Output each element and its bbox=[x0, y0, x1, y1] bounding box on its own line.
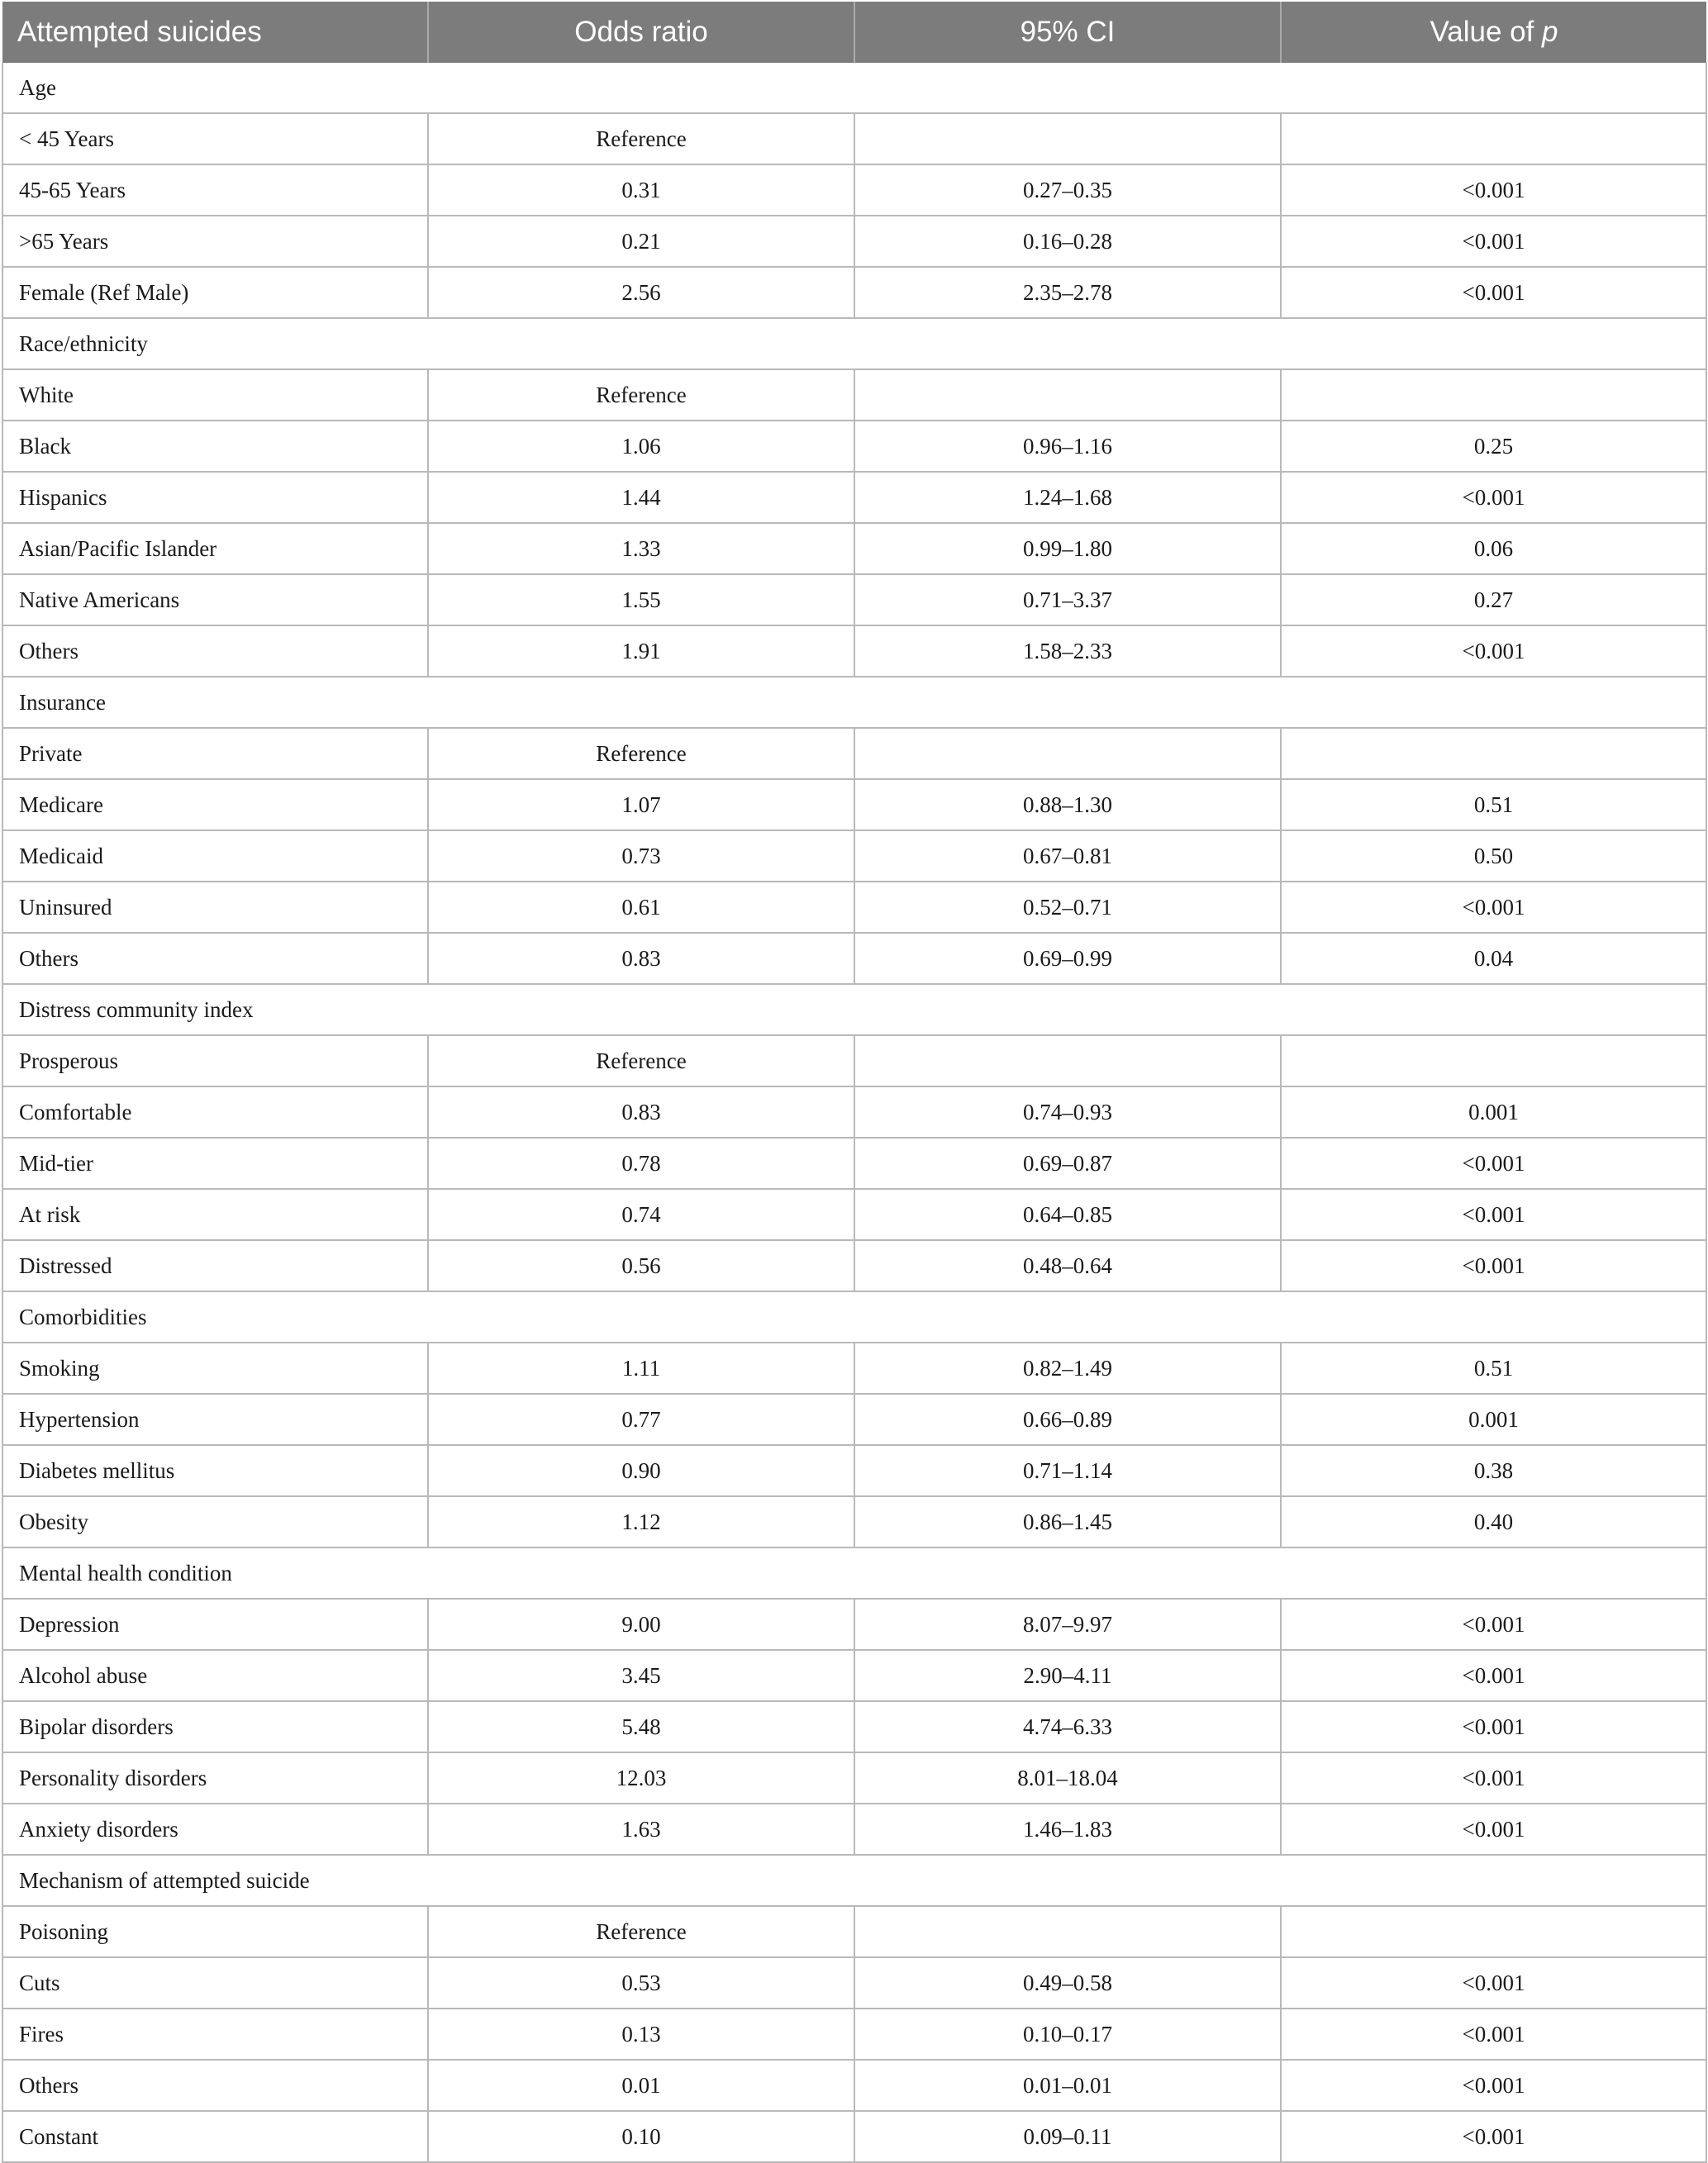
odds-ratio-cell: 12.03 bbox=[428, 1752, 854, 1804]
row-label: Mid-tier bbox=[2, 1138, 428, 1189]
odds-ratio-cell: 0.83 bbox=[428, 1086, 854, 1138]
odds-ratio-cell: 1.33 bbox=[428, 523, 854, 574]
p-value-cell: 0.51 bbox=[1281, 1343, 1706, 1394]
row-label: Fires bbox=[2, 2008, 428, 2060]
p-value-cell: <0.001 bbox=[1281, 472, 1706, 523]
row-label: 45-65 Years bbox=[2, 164, 428, 216]
section-row bbox=[2, 1547, 1706, 1599]
table-row bbox=[2, 1445, 1706, 1496]
odds-ratio-table bbox=[2, 2, 1707, 2163]
row-label: Medicare bbox=[2, 779, 428, 830]
confidence-interval-cell: 8.01–18.04 bbox=[854, 1752, 1281, 1804]
row-label: Others bbox=[2, 625, 428, 677]
p-value-cell: 0.51 bbox=[1281, 779, 1706, 830]
odds-ratio-cell: 0.78 bbox=[428, 1138, 854, 1189]
section-label: Mental health condition bbox=[2, 1547, 1706, 1599]
section-label: Mechanism of attempted suicide bbox=[2, 1855, 1706, 1906]
confidence-interval-cell: 0.88–1.30 bbox=[854, 779, 1281, 830]
p-value-cell: <0.001 bbox=[1281, 1957, 1706, 2008]
header-p-value bbox=[1281, 2, 1706, 63]
odds-ratio-cell: Reference bbox=[428, 728, 854, 779]
confidence-interval-cell: 8.07–9.97 bbox=[854, 1599, 1281, 1650]
section-row bbox=[2, 1855, 1706, 1906]
odds-ratio-cell: 0.83 bbox=[428, 933, 854, 984]
confidence-interval-cell: 0.27–0.35 bbox=[854, 164, 1281, 216]
header-row bbox=[2, 2, 1706, 63]
table-row bbox=[2, 1035, 1706, 1086]
odds-ratio-cell: 0.53 bbox=[428, 1957, 854, 2008]
section-label: Distress community index bbox=[2, 984, 1706, 1035]
odds-ratio-cell: 2.56 bbox=[428, 267, 854, 318]
p-value-cell: <0.001 bbox=[1281, 2060, 1706, 2111]
p-value-cell: 0.04 bbox=[1281, 933, 1706, 984]
header-confidence-interval: 95% CI bbox=[854, 2, 1281, 63]
section-label: Race/ethnicity bbox=[2, 318, 1706, 369]
odds-ratio-cell: 0.56 bbox=[428, 1240, 854, 1291]
table-row bbox=[2, 1138, 1706, 1189]
confidence-interval-cell: 0.01–0.01 bbox=[854, 2060, 1281, 2111]
p-value-cell bbox=[1281, 1035, 1706, 1086]
table-row bbox=[2, 2008, 1706, 2060]
p-value-cell: <0.001 bbox=[1281, 882, 1706, 933]
odds-ratio-cell: 0.74 bbox=[428, 1189, 854, 1240]
odds-ratio-cell: 0.10 bbox=[428, 2111, 854, 2162]
odds-ratio-cell: Reference bbox=[428, 369, 854, 421]
row-label: Bipolar disorders bbox=[2, 1701, 428, 1752]
row-label: Black bbox=[2, 421, 428, 472]
row-label: Private bbox=[2, 728, 428, 779]
p-value-cell: 0.06 bbox=[1281, 523, 1706, 574]
row-label: Hypertension bbox=[2, 1394, 428, 1445]
table-row bbox=[2, 574, 1706, 625]
p-value-cell: <0.001 bbox=[1281, 1599, 1706, 1650]
confidence-interval-cell: 2.90–4.11 bbox=[854, 1650, 1281, 1701]
odds-ratio-cell: 1.63 bbox=[428, 1804, 854, 1855]
odds-ratio-cell: 1.55 bbox=[428, 574, 854, 625]
table-row bbox=[2, 1394, 1706, 1445]
confidence-interval-cell: 0.67–0.81 bbox=[854, 830, 1281, 882]
row-label: Anxiety disorders bbox=[2, 1804, 428, 1855]
odds-ratio-cell: Reference bbox=[428, 113, 854, 164]
odds-ratio-cell: Reference bbox=[428, 1906, 854, 1957]
section-row bbox=[2, 1291, 1706, 1343]
confidence-interval-cell: 1.46–1.83 bbox=[854, 1804, 1281, 1855]
odds-ratio-cell: 3.45 bbox=[428, 1650, 854, 1701]
table-body bbox=[2, 63, 1706, 2162]
confidence-interval-cell: 0.52–0.71 bbox=[854, 882, 1281, 933]
row-label: Personality disorders bbox=[2, 1752, 428, 1804]
row-label: < 45 Years bbox=[2, 113, 428, 164]
table-row bbox=[2, 267, 1706, 318]
table-row bbox=[2, 1650, 1706, 1701]
table-row bbox=[2, 728, 1706, 779]
section-row bbox=[2, 677, 1706, 728]
confidence-interval-cell: 1.24–1.68 bbox=[854, 472, 1281, 523]
row-label: Others bbox=[2, 2060, 428, 2111]
p-value-cell: <0.001 bbox=[1281, 1701, 1706, 1752]
row-label: Uninsured bbox=[2, 882, 428, 933]
table-row bbox=[2, 472, 1706, 523]
row-label: Obesity bbox=[2, 1496, 428, 1547]
table-row bbox=[2, 1701, 1706, 1752]
p-value-cell: 0.40 bbox=[1281, 1496, 1706, 1547]
p-value-cell bbox=[1281, 728, 1706, 779]
table-row bbox=[2, 1343, 1706, 1394]
row-label: Others bbox=[2, 933, 428, 984]
p-value-cell: 0.50 bbox=[1281, 830, 1706, 882]
row-label: White bbox=[2, 369, 428, 421]
table-row bbox=[2, 216, 1706, 267]
row-label: >65 Years bbox=[2, 216, 428, 267]
header-p-value-italic: p bbox=[1542, 16, 1558, 48]
section-label: Insurance bbox=[2, 677, 1706, 728]
confidence-interval-cell bbox=[854, 113, 1281, 164]
confidence-interval-cell: 0.96–1.16 bbox=[854, 421, 1281, 472]
row-label: Female (Ref Male) bbox=[2, 267, 428, 318]
confidence-interval-cell: 0.71–3.37 bbox=[854, 574, 1281, 625]
table-row bbox=[2, 933, 1706, 984]
p-value-cell: <0.001 bbox=[1281, 2111, 1706, 2162]
confidence-interval-cell: 0.66–0.89 bbox=[854, 1394, 1281, 1445]
section-row bbox=[2, 984, 1706, 1035]
confidence-interval-cell: 0.48–0.64 bbox=[854, 1240, 1281, 1291]
table-row bbox=[2, 1240, 1706, 1291]
table-row bbox=[2, 1804, 1706, 1855]
p-value-cell: 0.001 bbox=[1281, 1394, 1706, 1445]
p-value-cell: <0.001 bbox=[1281, 2008, 1706, 2060]
table-row bbox=[2, 830, 1706, 882]
confidence-interval-cell bbox=[854, 369, 1281, 421]
table-row bbox=[2, 1496, 1706, 1547]
header-attempted-suicides: Attempted suicides bbox=[2, 2, 428, 63]
p-value-cell: 0.25 bbox=[1281, 421, 1706, 472]
p-value-cell: <0.001 bbox=[1281, 1240, 1706, 1291]
table-header bbox=[2, 2, 1706, 63]
row-label: Smoking bbox=[2, 1343, 428, 1394]
table-row bbox=[2, 1086, 1706, 1138]
confidence-interval-cell: 0.74–0.93 bbox=[854, 1086, 1281, 1138]
p-value-cell: <0.001 bbox=[1281, 1804, 1706, 1855]
confidence-interval-cell: 0.69–0.99 bbox=[854, 933, 1281, 984]
row-label: Diabetes mellitus bbox=[2, 1445, 428, 1496]
row-label: At risk bbox=[2, 1189, 428, 1240]
p-value-cell: <0.001 bbox=[1281, 1752, 1706, 1804]
p-value-cell: 0.27 bbox=[1281, 574, 1706, 625]
table-row bbox=[2, 113, 1706, 164]
section-row bbox=[2, 318, 1706, 369]
row-label: Alcohol abuse bbox=[2, 1650, 428, 1701]
p-value-cell: <0.001 bbox=[1281, 267, 1706, 318]
odds-ratio-cell: 0.21 bbox=[428, 216, 854, 267]
odds-ratio-cell: 0.77 bbox=[428, 1394, 854, 1445]
table-row bbox=[2, 523, 1706, 574]
odds-ratio-cell: 0.31 bbox=[428, 164, 854, 216]
odds-ratio-cell: 0.13 bbox=[428, 2008, 854, 2060]
header-odds-ratio: Odds ratio bbox=[428, 2, 854, 63]
confidence-interval-cell: 0.86–1.45 bbox=[854, 1496, 1281, 1547]
p-value-cell bbox=[1281, 1906, 1706, 1957]
table-row bbox=[2, 1189, 1706, 1240]
row-label: Hispanics bbox=[2, 472, 428, 523]
confidence-interval-cell bbox=[854, 1906, 1281, 1957]
confidence-interval-cell: 0.64–0.85 bbox=[854, 1189, 1281, 1240]
section-label: Age bbox=[2, 63, 1706, 113]
confidence-interval-cell: 0.82–1.49 bbox=[854, 1343, 1281, 1394]
odds-ratio-cell: 0.90 bbox=[428, 1445, 854, 1496]
confidence-interval-cell: 0.69–0.87 bbox=[854, 1138, 1281, 1189]
confidence-interval-cell: 2.35–2.78 bbox=[854, 267, 1281, 318]
confidence-interval-cell: 4.74–6.33 bbox=[854, 1701, 1281, 1752]
confidence-interval-cell: 0.09–0.11 bbox=[854, 2111, 1281, 2162]
confidence-interval-cell: 0.71–1.14 bbox=[854, 1445, 1281, 1496]
odds-ratio-cell: 0.01 bbox=[428, 2060, 854, 2111]
row-label: Medicaid bbox=[2, 830, 428, 882]
row-label: Prosperous bbox=[2, 1035, 428, 1086]
p-value-cell: <0.001 bbox=[1281, 1189, 1706, 1240]
confidence-interval-cell: 1.58–2.33 bbox=[854, 625, 1281, 677]
odds-ratio-cell: 1.06 bbox=[428, 421, 854, 472]
table-row bbox=[2, 1957, 1706, 2008]
table-row bbox=[2, 882, 1706, 933]
p-value-cell: <0.001 bbox=[1281, 1650, 1706, 1701]
odds-ratio-cell: 1.07 bbox=[428, 779, 854, 830]
p-value-cell bbox=[1281, 369, 1706, 421]
table-row bbox=[2, 625, 1706, 677]
confidence-interval-cell: 0.10–0.17 bbox=[854, 2008, 1281, 2060]
odds-ratio-cell: 0.73 bbox=[428, 830, 854, 882]
odds-ratio-cell: 5.48 bbox=[428, 1701, 854, 1752]
p-value-cell: 0.38 bbox=[1281, 1445, 1706, 1496]
row-label: Cuts bbox=[2, 1957, 428, 2008]
p-value-cell: <0.001 bbox=[1281, 1138, 1706, 1189]
confidence-interval-cell: 0.99–1.80 bbox=[854, 523, 1281, 574]
confidence-interval-cell bbox=[854, 1035, 1281, 1086]
section-row bbox=[2, 63, 1706, 113]
p-value-cell: <0.001 bbox=[1281, 625, 1706, 677]
odds-ratio-cell: 0.61 bbox=[428, 882, 854, 933]
table-row bbox=[2, 779, 1706, 830]
p-value-cell: <0.001 bbox=[1281, 216, 1706, 267]
p-value-cell: 0.001 bbox=[1281, 1086, 1706, 1138]
table-row bbox=[2, 164, 1706, 216]
row-label: Native Americans bbox=[2, 574, 428, 625]
row-label: Asian/Pacific Islander bbox=[2, 523, 428, 574]
table-row bbox=[2, 2060, 1706, 2111]
table-row bbox=[2, 421, 1706, 472]
odds-ratio-cell: 1.44 bbox=[428, 472, 854, 523]
confidence-interval-cell bbox=[854, 728, 1281, 779]
odds-ratio-cell: 9.00 bbox=[428, 1599, 854, 1650]
row-label: Poisoning bbox=[2, 1906, 428, 1957]
table-row bbox=[2, 369, 1706, 421]
table-row bbox=[2, 1906, 1706, 1957]
row-label: Distressed bbox=[2, 1240, 428, 1291]
odds-ratio-cell: 1.91 bbox=[428, 625, 854, 677]
section-label: Comorbidities bbox=[2, 1291, 1706, 1343]
confidence-interval-cell: 0.49–0.58 bbox=[854, 1957, 1281, 2008]
row-label: Comfortable bbox=[2, 1086, 428, 1138]
odds-ratio-cell: Reference bbox=[428, 1035, 854, 1086]
p-value-cell: <0.001 bbox=[1281, 164, 1706, 216]
table-row bbox=[2, 2111, 1706, 2162]
p-value-cell bbox=[1281, 113, 1706, 164]
odds-ratio-cell: 1.11 bbox=[428, 1343, 854, 1394]
odds-ratio-cell: 1.12 bbox=[428, 1496, 854, 1547]
header-p-value-prefix: Value of bbox=[1430, 16, 1543, 48]
table-row bbox=[2, 1752, 1706, 1804]
table-row bbox=[2, 1599, 1706, 1650]
confidence-interval-cell: 0.16–0.28 bbox=[854, 216, 1281, 267]
row-label: Constant bbox=[2, 2111, 428, 2162]
row-label: Depression bbox=[2, 1599, 428, 1650]
